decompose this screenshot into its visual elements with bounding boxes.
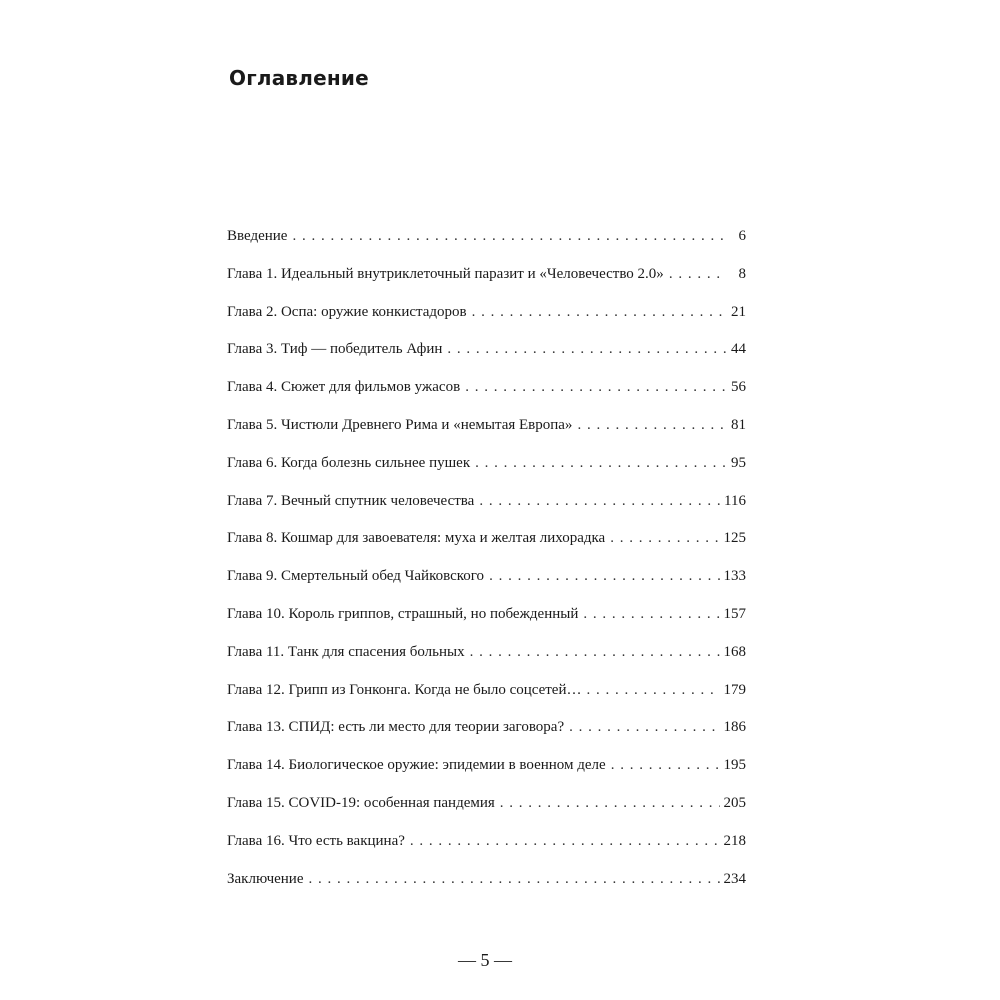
toc-entry-title: Глава 10. Король гриппов, страшный, но побежденный	[227, 605, 579, 622]
page-title: Оглавление	[229, 66, 369, 90]
toc-entry-title: Глава 12. Грипп из Гонконга. Когда не было соцсетей…	[227, 681, 582, 698]
dot-leader	[610, 528, 719, 548]
toc-entry	[227, 831, 746, 869]
toc-entry	[227, 528, 746, 566]
toc-entry-page: 125	[723, 530, 746, 547]
toc-entry-title: Глава 6. Когда болезнь сильнее пушек	[227, 454, 471, 471]
toc-entry	[227, 566, 746, 604]
toc-entry-page: 133	[723, 568, 746, 585]
dot-leader	[475, 453, 726, 473]
dot-leader	[465, 377, 726, 397]
toc-entry-title: Глава 7. Вечный спутник человечества	[227, 492, 475, 509]
dot-leader	[479, 491, 720, 511]
toc-entry-title: Глава 16. Что есть вакцина?	[227, 832, 405, 849]
toc-entry-page: 56	[731, 379, 746, 396]
toc-entry	[227, 869, 746, 907]
dot-leader	[447, 339, 726, 359]
dot-leader	[611, 755, 720, 775]
dot-leader	[410, 831, 720, 851]
toc-entry	[227, 453, 746, 491]
toc-entry-page: 205	[723, 794, 746, 811]
toc-entry-page: 186	[723, 719, 746, 736]
toc-entry-title: Глава 4. Сюжет для фильмов ужасов	[227, 379, 461, 396]
dot-leader	[472, 302, 726, 322]
toc-entry-title: Глава 2. Оспа: оружие конкистадоров	[227, 303, 467, 320]
toc-entry-page: 81	[731, 416, 746, 433]
dot-leader	[583, 604, 719, 624]
toc-entry-page: 179	[723, 681, 746, 698]
toc-entry-title: Глава 8. Кошмар для завоевателя: муха и желтая лихорадка	[227, 530, 606, 547]
toc-entry-page: 116	[724, 492, 746, 509]
toc-entry-page: 195	[723, 757, 746, 774]
dot-leader	[309, 869, 720, 889]
toc-entry-page: 234	[723, 870, 746, 887]
toc-entry	[227, 302, 746, 340]
toc-entry	[227, 264, 746, 302]
toc-entry-page: 6	[738, 228, 746, 244]
toc-entry-title: Введение	[227, 228, 288, 244]
toc-entry-title: Глава 9. Смертельный обед Чайковского	[227, 568, 485, 585]
toc-entry	[227, 377, 746, 415]
toc-entry	[227, 680, 746, 718]
toc-entry-title: Глава 13. СПИД: есть ли место для теории заговора?	[227, 719, 565, 736]
toc-entry	[227, 604, 746, 642]
toc-entry-title: Глава 5. Чистюли Древнего Рима и «немытая Европа»	[227, 416, 573, 433]
toc-entry-title: Глава 15. COVID-19: особенная пандемия	[227, 794, 495, 811]
table-of-contents	[227, 226, 746, 906]
page-number: — 5 —	[458, 950, 512, 970]
toc-entry-page: 157	[723, 605, 746, 622]
dot-leader	[489, 566, 719, 586]
toc-entry-page: 21	[731, 303, 746, 320]
toc-entry-page: 168	[723, 643, 746, 660]
dot-leader	[470, 642, 720, 662]
toc-entry-title: Глава 3. Тиф — победитель Афин	[227, 341, 443, 358]
toc-entry	[227, 415, 746, 453]
toc-entry-title: Глава 14. Биологическое оружие: эпидемии в военном деле	[227, 757, 606, 774]
dot-leader	[292, 226, 726, 246]
dot-leader	[500, 793, 720, 813]
toc-entry-page: 44	[731, 341, 746, 358]
toc-entry	[227, 642, 746, 680]
dot-leader	[587, 680, 720, 700]
toc-entry-page: 218	[723, 832, 746, 849]
toc-entry	[227, 793, 746, 831]
dot-leader	[577, 415, 726, 435]
toc-entry	[227, 717, 746, 755]
toc-entry-page: 8	[738, 265, 746, 282]
toc-entry-page: 95	[731, 454, 746, 471]
toc-entry-title: Заключение	[227, 870, 304, 887]
toc-entry-title: Глава 1. Идеальный внутриклеточный паразит и «Человечество 2.0»	[227, 265, 664, 282]
dot-leader	[569, 717, 719, 737]
dot-leader	[669, 264, 726, 284]
toc-entry	[227, 226, 746, 264]
toc-entry	[227, 755, 746, 793]
toc-entry	[227, 491, 746, 529]
toc-entry	[227, 339, 746, 377]
toc-entry-title: Глава 11. Танк для спасения больных	[227, 643, 465, 660]
